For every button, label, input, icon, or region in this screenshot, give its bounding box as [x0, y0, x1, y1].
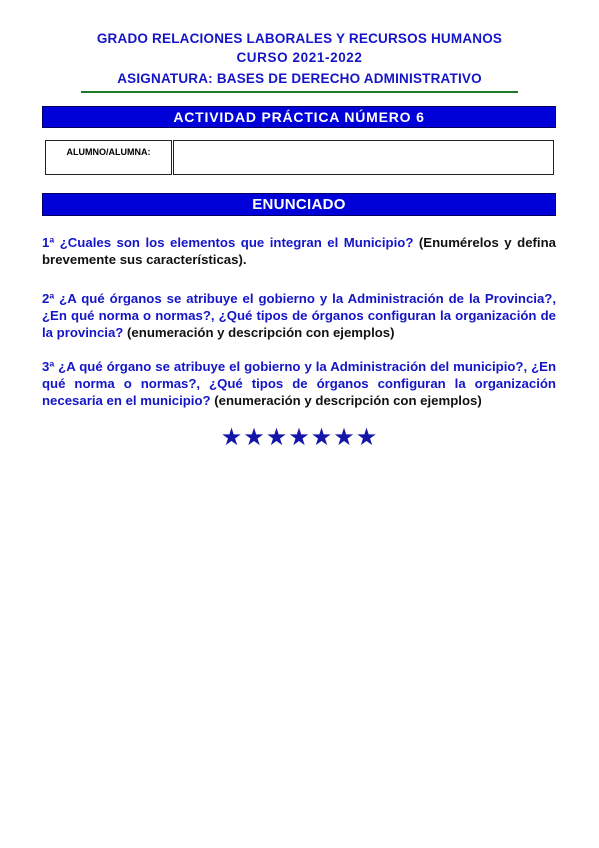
question-2-text: 2ª ¿A qué órganos se atribuye el gobierno y la Administración de la Provincia?, ¿En qué norma o normas?, ¿Qué tipos de órganos configuran la organización de la provincia? — [42, 291, 556, 340]
activity-title-bar: ACTIVIDAD PRÁCTICA NÚMERO 6 — [42, 106, 556, 128]
question-3 — [42, 358, 556, 409]
header-divider — [81, 91, 518, 93]
question-3-note: (enumeración y descripción con ejemplos) — [214, 393, 482, 408]
student-label: ALUMNO/ALUMNA: — [45, 140, 172, 175]
question-2-note: (enumeración y descripción con ejemplos) — [127, 325, 395, 340]
question-2 — [42, 290, 556, 341]
question-3-text: 3ª ¿A qué órgano se atribuye el gobierno y la Administración del municipio?, ¿En qué norma o normas?, ¿Qué tipos de órganos configuran la organización necesaria en el municipio? — [42, 359, 556, 408]
question-1 — [42, 234, 556, 268]
student-name-field[interactable] — [173, 140, 554, 175]
degree-title: GRADO RELACIONES LABORALES Y RECURSOS HUMANOS — [96, 31, 503, 46]
statement-title-bar: ENUNCIADO — [42, 193, 556, 216]
question-1-note: (Enumérelos y defina brevemente sus características). — [42, 235, 556, 267]
course-year: CURSO 2021-2022 — [236, 50, 363, 65]
student-row — [45, 140, 554, 175]
question-1-text: 1ª ¿Cuales son los elementos que integran el Municipio? — [42, 235, 414, 250]
subject-title: ASIGNATURA: BASES DE DERECHO ADMINISTRATIVO — [117, 71, 482, 86]
star-ornament: ★★★★★★★ — [220, 423, 379, 451]
